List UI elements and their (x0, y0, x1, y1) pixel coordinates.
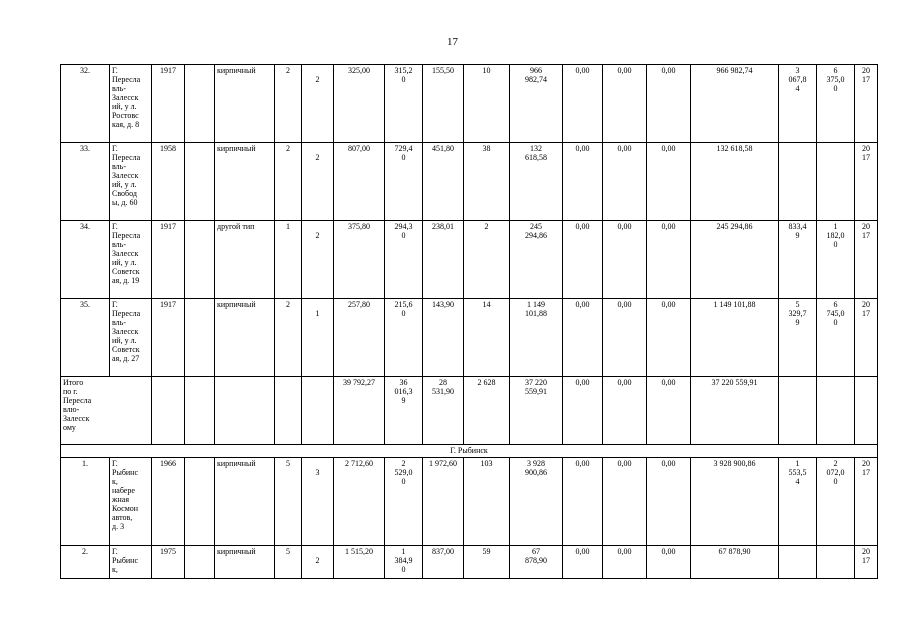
address-cell: Г. Рыбинс к, набере жная Космон автов, д. 3 (110, 458, 152, 546)
total-row (61, 377, 878, 445)
area-total: 325,00 (334, 65, 385, 143)
table-body-rybinsk (61, 458, 878, 579)
fund-b: 0,00 (603, 143, 647, 221)
entrances-value: 2 (315, 231, 320, 240)
row-number: 35. (61, 299, 110, 377)
cost-total: 966 982,74 (510, 65, 563, 143)
fund-a: 0,00 (563, 299, 603, 377)
total-residents: 2 628 (464, 377, 510, 445)
max-cost: 1 182,0 0 (817, 221, 855, 299)
owners-funds: 67 878,90 (691, 546, 779, 579)
area-total: 1 515,20 (334, 546, 385, 579)
fund-b: 0,00 (603, 65, 647, 143)
owners-funds: 132 618,58 (691, 143, 779, 221)
wall-material: другой тип (215, 221, 275, 299)
entrances-value: 1 (315, 309, 320, 318)
wall-material: кирпичный (215, 143, 275, 221)
wall-material: кирпичный (215, 458, 275, 546)
max-cost (817, 546, 855, 579)
area-other: 155,50 (423, 65, 464, 143)
year-built: 1958 (152, 143, 185, 221)
area-total: 375,80 (334, 221, 385, 299)
entrances (302, 221, 334, 299)
fund-b: 0,00 (603, 546, 647, 579)
year-built: 1966 (152, 458, 185, 546)
total-label: Итого по г. Пересла влю- Залесск ому (61, 377, 152, 445)
owners-funds: 1 149 101,88 (691, 299, 779, 377)
address-cell: Г. Пересла вль- Залесск ий, у л. Советск ая, д. 19 (110, 221, 152, 299)
fund-b: 0,00 (603, 299, 647, 377)
total-area-other: 28 531,90 (423, 377, 464, 445)
cost-total: 67 878,90 (510, 546, 563, 579)
fund-a: 0,00 (563, 221, 603, 299)
blank-cell (185, 65, 215, 143)
section-title: Г. Рыбинск (61, 445, 878, 458)
area-residential: 729,4 0 (385, 143, 423, 221)
total-fund-c: 0,00 (647, 377, 691, 445)
blank-cell (185, 143, 215, 221)
year-done: 20 17 (855, 458, 878, 546)
area-residential: 215,6 0 (385, 299, 423, 377)
fund-b: 0,00 (603, 221, 647, 299)
fund-a: 0,00 (563, 143, 603, 221)
year-done: 20 17 (855, 299, 878, 377)
total-fund-b: 0,00 (603, 377, 647, 445)
area-other: 238,01 (423, 221, 464, 299)
residents: 38 (464, 143, 510, 221)
page-number: 17 (447, 36, 458, 48)
floors: 2 (275, 143, 302, 221)
area-total: 257,80 (334, 299, 385, 377)
entrances-value: 2 (315, 153, 320, 162)
unit-cost (779, 143, 817, 221)
year-done: 20 17 (855, 546, 878, 579)
year-done: 20 17 (855, 65, 878, 143)
address-cell: Г. Пересла вль- Залесск ий, у л. Свобод ы, д. 60 (110, 143, 152, 221)
fund-c: 0,00 (647, 458, 691, 546)
housing-table (60, 64, 878, 579)
floors: 1 (275, 221, 302, 299)
wall-material: кирпичный (215, 65, 275, 143)
entrances-value: 2 (315, 75, 320, 84)
fund-b: 0,00 (603, 458, 647, 546)
cost-total: 245 294,86 (510, 221, 563, 299)
unit-cost: 1 553,5 4 (779, 458, 817, 546)
fund-c: 0,00 (647, 143, 691, 221)
blank-cell (185, 299, 215, 377)
total-owners-funds: 37 220 559,91 (691, 377, 779, 445)
unit-cost (779, 546, 817, 579)
area-residential: 2 529,0 0 (385, 458, 423, 546)
max-cost: 6 745,0 0 (817, 299, 855, 377)
fund-a: 0,00 (563, 546, 603, 579)
row-number: 34. (61, 221, 110, 299)
row-number: 2. (61, 546, 110, 579)
unit-cost: 833,4 9 (779, 221, 817, 299)
fund-c: 0,00 (647, 65, 691, 143)
fund-a: 0,00 (563, 458, 603, 546)
cost-total: 3 928 900,86 (510, 458, 563, 546)
table-row (61, 546, 878, 579)
area-residential: 1 384,9 0 (385, 546, 423, 579)
address-cell: Г. Пересла вль- Залесск ий, у л. Советск ая, д. 27 (110, 299, 152, 377)
wall-material: кирпичный (215, 546, 275, 579)
row-number: 1. (61, 458, 110, 546)
year-built: 1917 (152, 65, 185, 143)
total-cost-total: 37 220 559,91 (510, 377, 563, 445)
table-row (61, 143, 878, 221)
cost-total: 1 149 101,88 (510, 299, 563, 377)
max-cost: 2 072,0 0 (817, 458, 855, 546)
table-row (61, 65, 878, 143)
blank-cell (185, 546, 215, 579)
residents: 103 (464, 458, 510, 546)
area-other: 837,00 (423, 546, 464, 579)
area-residential: 315,2 0 (385, 65, 423, 143)
area-residential: 294,3 0 (385, 221, 423, 299)
entrances (302, 143, 334, 221)
area-other: 143,90 (423, 299, 464, 377)
year-built: 1917 (152, 221, 185, 299)
blank-cell (185, 458, 215, 546)
residents: 59 (464, 546, 510, 579)
residents: 10 (464, 65, 510, 143)
max-cost: 6 375,0 0 (817, 65, 855, 143)
residents: 14 (464, 299, 510, 377)
row-number: 33. (61, 143, 110, 221)
owners-funds: 245 294,86 (691, 221, 779, 299)
area-other: 451,80 (423, 143, 464, 221)
total-area-total: 39 792,27 (334, 377, 385, 445)
row-number: 32. (61, 65, 110, 143)
entrances-value: 2 (315, 556, 320, 565)
residents: 2 (464, 221, 510, 299)
section-row (61, 445, 878, 458)
total-row-group (61, 377, 878, 458)
area-other: 1 972,60 (423, 458, 464, 546)
floors: 2 (275, 299, 302, 377)
entrances-value: 3 (315, 468, 320, 477)
unit-cost: 3 067,8 4 (779, 65, 817, 143)
total-fund-a: 0,00 (563, 377, 603, 445)
floors: 5 (275, 546, 302, 579)
address-cell: Г. Рыбинс к, (110, 546, 152, 579)
entrances (302, 299, 334, 377)
fund-a: 0,00 (563, 65, 603, 143)
table-row (61, 221, 878, 299)
entrances (302, 546, 334, 579)
year-done: 20 17 (855, 221, 878, 299)
fund-c: 0,00 (647, 299, 691, 377)
max-cost (817, 143, 855, 221)
floors: 5 (275, 458, 302, 546)
year-built: 1917 (152, 299, 185, 377)
wall-material: кирпичный (215, 299, 275, 377)
blank-cell (185, 221, 215, 299)
floors: 2 (275, 65, 302, 143)
year-built: 1975 (152, 546, 185, 579)
fund-c: 0,00 (647, 221, 691, 299)
year-done: 20 17 (855, 143, 878, 221)
total-area-residential: 36 016,3 9 (385, 377, 423, 445)
address-cell: Г. Пересла вль- Залесск ий, у л. Ростовс кая, д. 8 (110, 65, 152, 143)
owners-funds: 3 928 900,86 (691, 458, 779, 546)
cost-total: 132 618,58 (510, 143, 563, 221)
entrances (302, 65, 334, 143)
table-row (61, 299, 878, 377)
area-total: 807,00 (334, 143, 385, 221)
unit-cost: 5 329,7 9 (779, 299, 817, 377)
area-total: 2 712,60 (334, 458, 385, 546)
table-row (61, 458, 878, 546)
table-body-pereslavl (61, 65, 878, 377)
owners-funds: 966 982,74 (691, 65, 779, 143)
fund-c: 0,00 (647, 546, 691, 579)
entrances (302, 458, 334, 546)
